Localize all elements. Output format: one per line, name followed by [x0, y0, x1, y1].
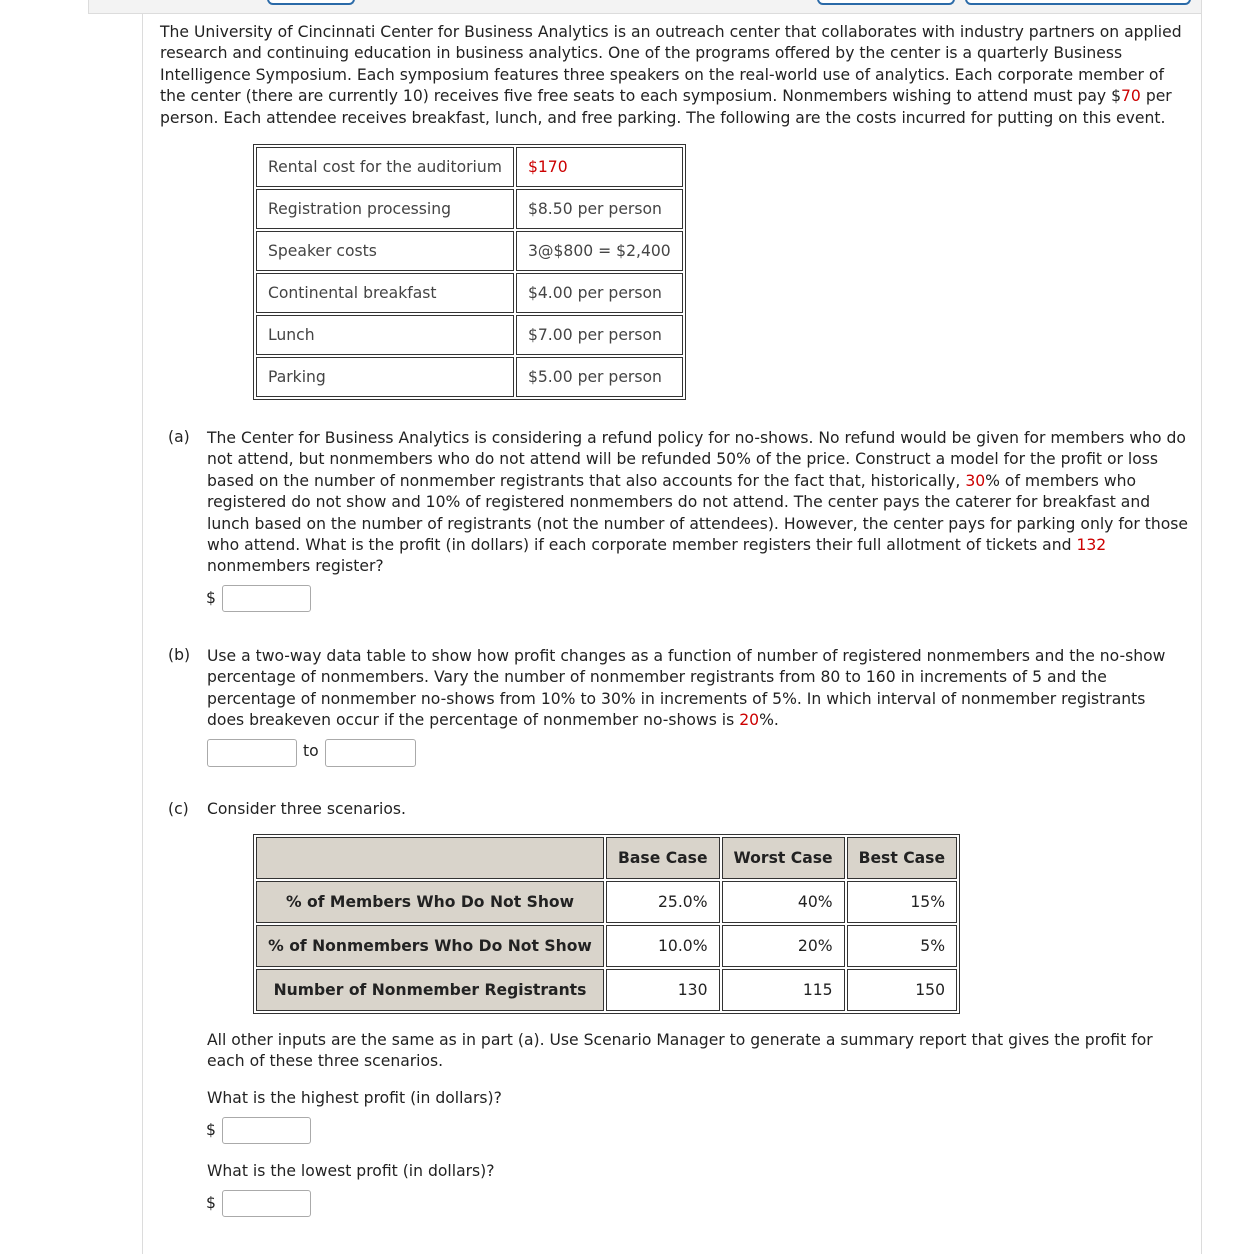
part-a-question: The Center for Business Analytics is considering a refund policy for no-shows. No refund would be given for members who do not attend, but nonmembers who do not attend will be refunded 50% of the price. Construct a model for the profit or loss based on the number of nonmember registrants that also accounts for the fact that, historically, 30% of members who registered do not show and 10% of registered nonmembers do not attend. The center pays the caterer for breakfast and lunch based on the number of registrants (not the number of attendees). However, the center pays for parking only for those who attend. What is the profit (in dollars) if each corporate member registers their full allotment of tickets and 132 nonmembers register?	[207, 429, 1189, 576]
part-b-label: (b)	[168, 646, 191, 664]
toolbar-button-middle[interactable]	[817, 0, 955, 5]
profit-answer-input[interactable]	[222, 585, 311, 612]
cost-value: 3@$800 = $2,400	[516, 231, 683, 271]
header-worst-case: Worst Case	[722, 837, 845, 879]
cost-value: $5.00 per person	[516, 357, 683, 397]
table-row	[256, 231, 683, 271]
table-row	[256, 881, 957, 923]
cell-value: 20%	[722, 925, 845, 967]
toolbar-button-right[interactable]	[965, 0, 1191, 5]
part-c-label: (c)	[168, 800, 189, 818]
part-a-label: (a)	[168, 428, 190, 446]
cost-item: Registration processing	[256, 189, 514, 229]
highest-profit-input[interactable]	[222, 1117, 311, 1144]
part-b-question: Use a two-way data table to show how profit changes as a function of number of registered nonmembers and the no-show percentage of nonmembers. Vary the number of nonmember registrants from 80 to 160 in increments of 5 and the percentage of nonmember no-shows from 10% to 30% in increments of 5%. In which interval of nonmember registrants does breakeven occur if the percentage of nonmember no-shows is 20%.	[207, 647, 1166, 730]
part-c-text: All other inputs are the same as in part (a). Use Scenario Manager to generate a summary report that gives the profit for each of these three scenarios.	[207, 1031, 1153, 1071]
breakeven-upper-input[interactable]	[325, 739, 416, 767]
intro-text-1: The University of Cincinnati Center for Business Analytics is an outreach center that collaborates with industry partners on applied research and continuing education in business analytics. One of the programs offered by the center is a quarterly Business Intelligence Symposium. Each symposium features three speakers on the real-world use of analytics. Each corporate member of the center (there are currently 10) receives five free seats to each symposium. Nonmembers wishing to attend must pay $	[160, 23, 1182, 106]
row-label: % of Nonmembers Who Do Not Show	[256, 925, 604, 967]
cost-item: Parking	[256, 357, 514, 397]
lowest-profit-question: What is the lowest profit (in dollars)?	[207, 1162, 495, 1180]
cell-value: 25.0%	[606, 881, 720, 923]
cost-item: Continental breakfast	[256, 273, 514, 313]
table-row	[256, 273, 683, 313]
cell-value: 5%	[847, 925, 957, 967]
header-base-case: Base Case	[606, 837, 720, 879]
member-noshow-pct: 30	[965, 471, 986, 490]
row-label: % of Members Who Do Not Show	[256, 881, 604, 923]
top-toolbar	[88, 0, 1202, 14]
intro-paragraph	[160, 22, 1190, 129]
breakeven-lower-input[interactable]	[207, 739, 297, 767]
intro-text-2: per person. Each attendee receives breakfast, lunch, and free parking. The following are the costs incurred for putting on this event.	[160, 87, 1172, 127]
scenario-table	[253, 834, 960, 1014]
currency-symbol: $	[206, 1121, 216, 1139]
table-row	[256, 357, 683, 397]
table-row	[256, 925, 957, 967]
cost-value: $7.00 per person	[516, 315, 683, 355]
cost-value: $170	[516, 147, 683, 187]
header-best-case: Best Case	[847, 837, 957, 879]
table-header-row	[256, 837, 957, 879]
part-c-intro: Consider three scenarios.	[207, 800, 406, 818]
range-to-label: to	[303, 742, 319, 760]
cell-value: 15%	[847, 881, 957, 923]
currency-symbol: $	[206, 1194, 216, 1212]
lowest-profit-input[interactable]	[222, 1190, 311, 1217]
cost-item: Rental cost for the auditorium	[256, 147, 514, 187]
nonmember-count: 132	[1076, 536, 1107, 555]
cell-value: 10.0%	[606, 925, 720, 967]
table-row	[256, 189, 683, 229]
nonmember-price: 70	[1121, 87, 1141, 106]
header-corner	[256, 837, 604, 879]
toolbar-button-left[interactable]	[267, 0, 355, 5]
cost-table	[253, 144, 686, 400]
nonmember-noshow-pct: 20	[739, 711, 760, 730]
row-label: Number of Nonmember Registrants	[256, 969, 604, 1011]
cost-item: Speaker costs	[256, 231, 514, 271]
highest-profit-question: What is the highest profit (in dollars)?	[207, 1089, 502, 1107]
currency-symbol: $	[206, 589, 216, 607]
table-row	[256, 315, 683, 355]
cell-value: 115	[722, 969, 845, 1011]
cost-value: $8.50 per person	[516, 189, 683, 229]
table-row	[256, 969, 957, 1011]
cell-value: 130	[606, 969, 720, 1011]
cell-value: 40%	[722, 881, 845, 923]
table-row	[256, 147, 683, 187]
cost-item: Lunch	[256, 315, 514, 355]
cell-value: 150	[847, 969, 957, 1011]
cost-value: $4.00 per person	[516, 273, 683, 313]
